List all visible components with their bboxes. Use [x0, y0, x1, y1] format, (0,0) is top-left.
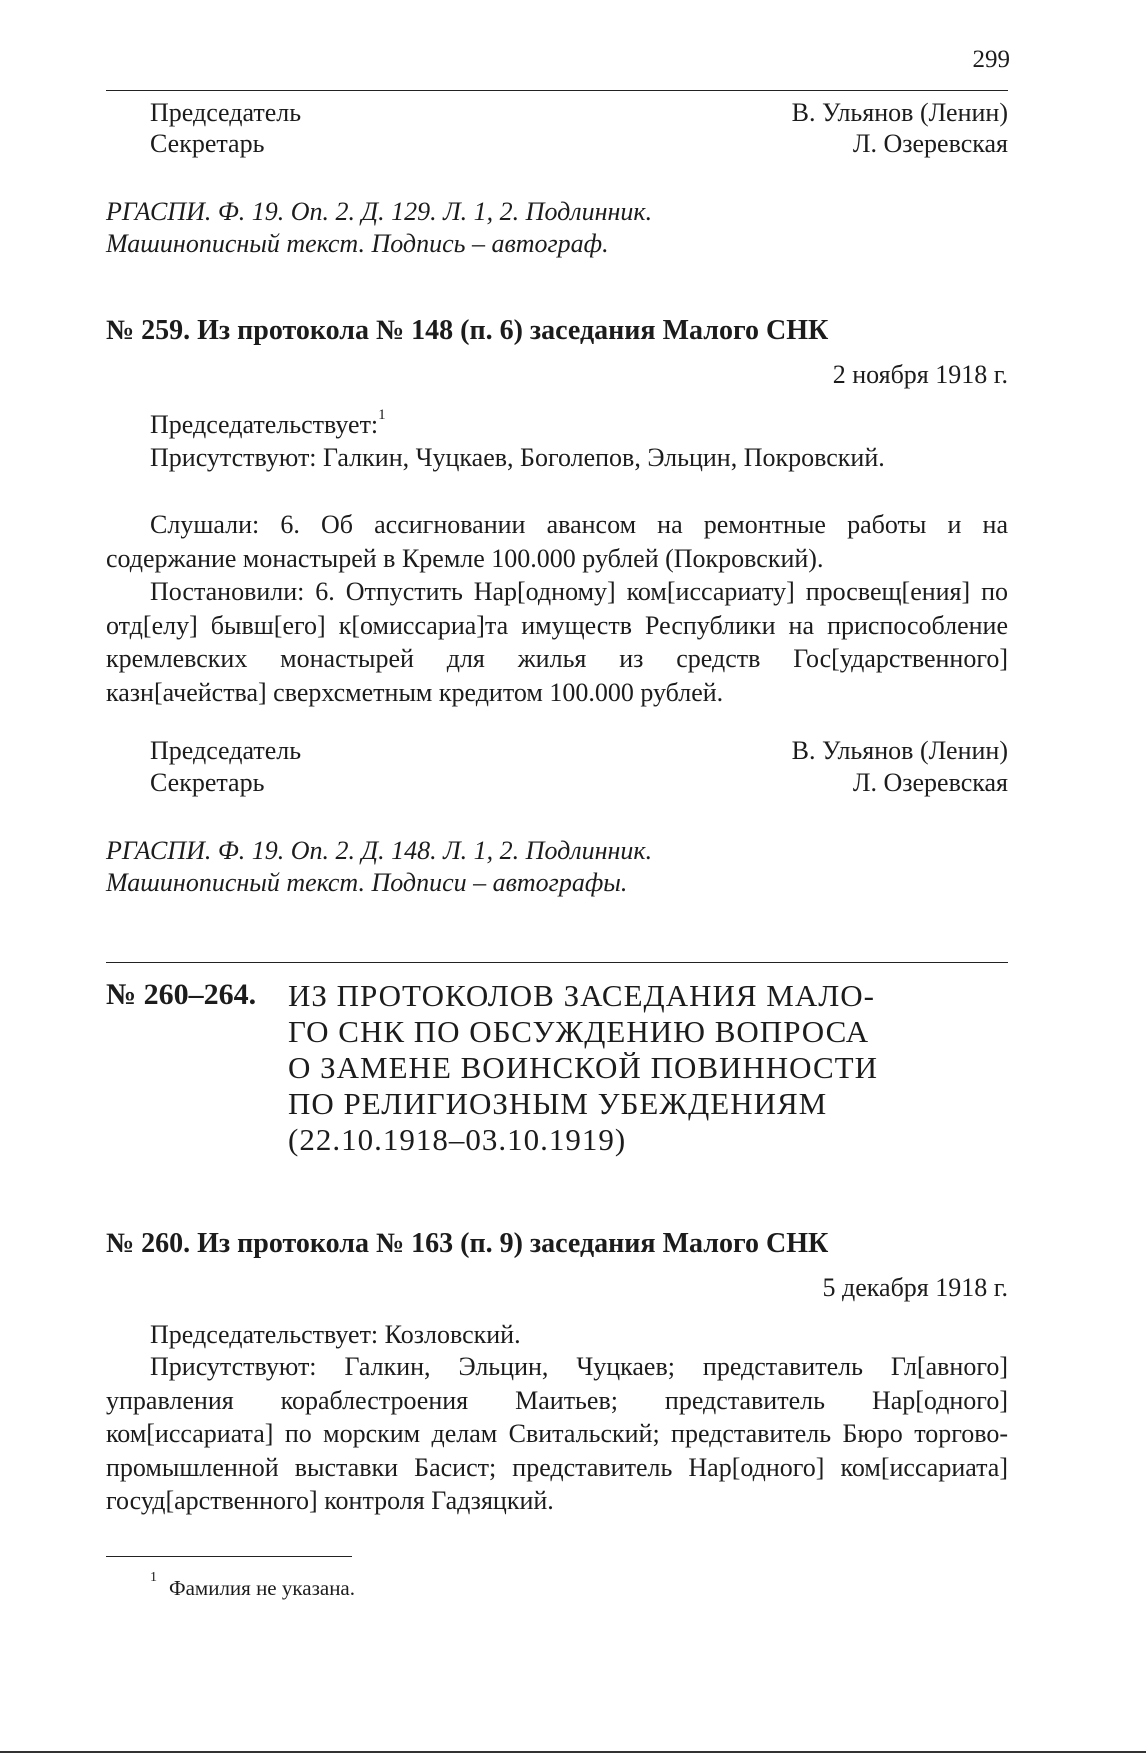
section-rule: [106, 962, 1008, 963]
section-title-line: О ЗАМЕНЕ ВОИНСКОЙ ПОВИННОСТИ: [288, 1050, 878, 1085]
heard-paragraph: Слушали: 6. Об ассигновании авансом на ремонтные работы и на содержание монастырей в Кремле 100.000 рублей (Покровский).: [106, 510, 1008, 573]
footnote: [150, 1570, 356, 1601]
document-date: 2 ноября 1918 г.: [832, 360, 1008, 389]
section-title-line: ИЗ ПРОТОКОЛОВ ЗАСЕДАНИЯ МАЛО-: [288, 978, 875, 1013]
section-number: № 260–264.: [106, 978, 257, 1011]
archive-reference: РГАСПИ. Ф. 19. Оп. 2. Д. 148. Л. 1, 2. Подлинник.: [106, 836, 653, 865]
archive-reference: Машинописный текст. Подпись – автограф.: [106, 229, 609, 258]
document-heading: № 259. Из протокола № 148 (п. 6) заседания Малого СНК: [106, 315, 829, 346]
footnote-marker: 1: [378, 407, 386, 424]
section-title: [288, 978, 968, 1158]
signature-chair-name: В. Ульянов (Ленин): [791, 98, 1008, 127]
signature-chair-label: Председатель: [150, 98, 302, 127]
archive-reference: РГАСПИ. Ф. 19. Оп. 2. Д. 129. Л. 1, 2. Подлинник.: [106, 197, 653, 226]
footnote-text: Фамилия не указана.: [169, 1576, 356, 1600]
footnote-marker: 1: [150, 1570, 157, 1585]
signature-secretary-name: Л. Озеревская: [852, 768, 1008, 797]
section-title-line: ГО СНК ПО ОБСУЖДЕНИЮ ВОПРОСА: [288, 1014, 870, 1049]
archive-reference: Машинописный текст. Подписи – автографы.: [106, 868, 628, 897]
document-date: 5 декабря 1918 г.: [822, 1273, 1008, 1302]
page-number: 299: [972, 46, 1010, 73]
section-title-line: ПО РЕЛИГИОЗНЫМ УБЕЖДЕНИЯМ: [288, 1086, 828, 1121]
signature-secretary-name: Л. Озеревская: [852, 129, 1008, 158]
signature-chair-label: Председатель: [150, 736, 302, 765]
section-title-line: (22.10.1918–03.10.1919): [288, 1122, 627, 1157]
presiding-line: [150, 407, 386, 439]
signature-chair-name: В. Ульянов (Ленин): [791, 736, 1008, 765]
signature-secretary-label: Секретарь: [150, 129, 265, 158]
document-heading: № 260. Из протокола № 163 (п. 9) заседания Малого СНК: [106, 1228, 829, 1259]
page-bottom-edge: [0, 1751, 1146, 1753]
footnote-rule: [106, 1556, 352, 1557]
presiding-line: Председательствует: Козловский.: [150, 1320, 521, 1349]
resolved-paragraph: Постановили: 6. Отпустить Нар[одному] ком[иссариату] просвещ[ения] по отд[елу] бывш[его] к[омиссариа]та имуществ Республики на приспособление кремлевских монастырей для жилья из средств Гос[ударственного] казн[ачейства] сверхсметным кредитом 100.000 рублей.: [106, 577, 1008, 707]
present-paragraph: Присутствуют: Галкин, Эльцин, Чуцкаев; представитель Гл[авного] управления кораблестроения Маитьев; представитель Нар[одного] ком[иссариата] по морским делам Свитальский; представитель Бюро торгово-промышленной выставки Басист; представитель Нар[одного] ком[иссариата] госуд[арственного] контроля Гадзяцкий.: [106, 1352, 1008, 1515]
presiding-text: Председательствует:: [150, 410, 379, 439]
header-rule: [106, 90, 1008, 91]
signature-secretary-label: Секретарь: [150, 768, 265, 797]
present-line: Присутствуют: Галкин, Чуцкаев, Боголепов, Эльцин, Покровский.: [150, 443, 885, 472]
